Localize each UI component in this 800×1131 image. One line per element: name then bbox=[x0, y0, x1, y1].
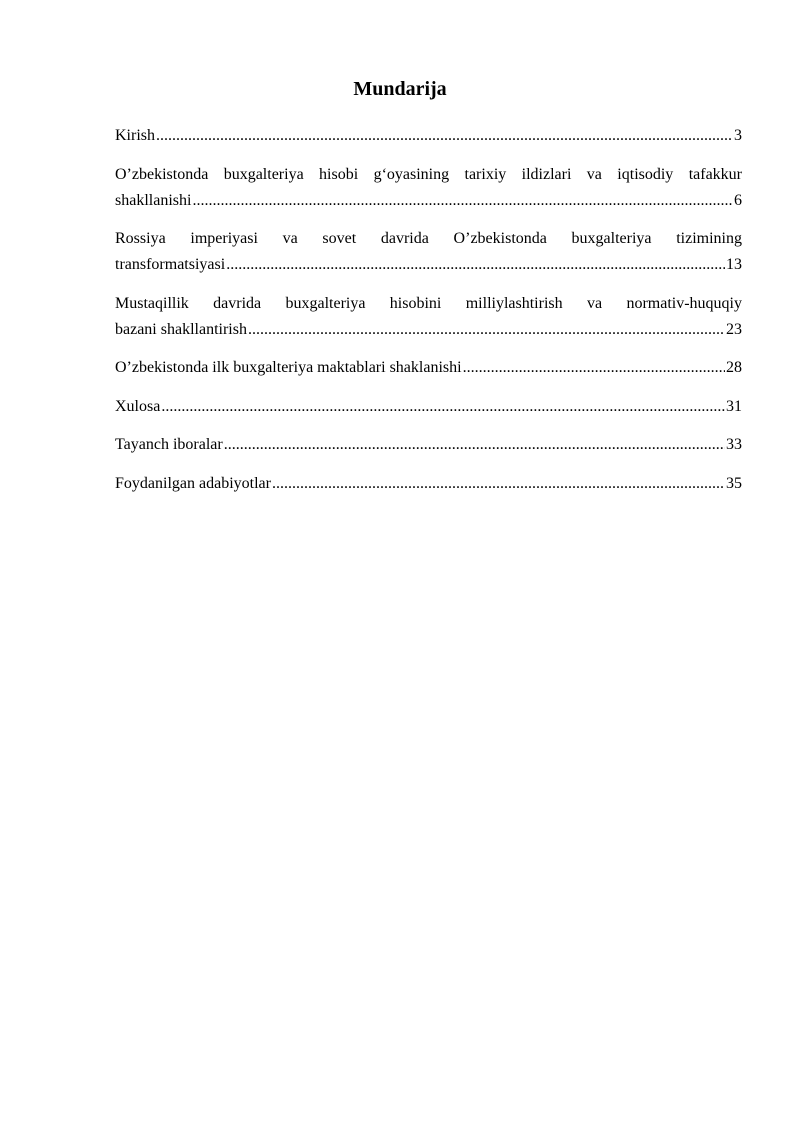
toc-entry-adabiyotlar[interactable] bbox=[115, 471, 742, 497]
toc-line bbox=[115, 123, 742, 149]
toc-entry-mustaqillik[interactable] bbox=[115, 291, 742, 343]
toc-line bbox=[115, 471, 742, 497]
page-title: Mundarija bbox=[353, 78, 447, 100]
toc-entry-title: Tayanch iboralar bbox=[115, 436, 223, 453]
dot-leader bbox=[272, 471, 725, 497]
toc-entry-transformatsiya[interactable] bbox=[115, 226, 742, 278]
toc-page-number: 33 bbox=[726, 436, 742, 453]
toc-entry-title: Kirish bbox=[115, 127, 155, 144]
dot-leader bbox=[224, 432, 725, 458]
toc-entry-title: O’zbekistonda ilk buxgalteriya maktablari shaklanishi bbox=[115, 359, 462, 376]
toc-page-number: 6 bbox=[734, 191, 742, 209]
toc-page-number: 3 bbox=[734, 127, 742, 144]
dot-leader bbox=[248, 317, 725, 343]
toc-entry-title: transformatsiyasi bbox=[115, 256, 226, 273]
toc-line bbox=[115, 188, 742, 214]
toc-page-number: 13 bbox=[726, 256, 742, 273]
toc-line bbox=[115, 432, 742, 458]
toc-entry-title-line1: Mustaqillik davrida buxgalteriya hisobini milliylashtirish va normativ-huquqiy bbox=[115, 294, 742, 312]
toc-entry-maktablar[interactable] bbox=[115, 355, 742, 381]
toc-line bbox=[115, 355, 742, 381]
toc-page-number: 31 bbox=[726, 397, 742, 415]
dot-leader bbox=[192, 188, 733, 214]
toc-entry-tarixiy-ildizlar[interactable] bbox=[115, 162, 742, 214]
toc-entry-tayanch-iboralar[interactable] bbox=[115, 432, 742, 458]
toc-page-number: 28 bbox=[726, 359, 742, 376]
toc-entry-title: Foydanilgan adabiyotlar bbox=[115, 474, 271, 492]
toc-line bbox=[115, 252, 742, 278]
toc-page-number: 23 bbox=[726, 320, 742, 338]
toc-entry-xulosa[interactable] bbox=[115, 394, 742, 420]
dot-leader bbox=[156, 123, 733, 149]
toc-entry-title-line1: O’zbekistonda buxgalteriya hisobi g‘oyasining tarixiy ildizlari va iqtisodiy tafakkur bbox=[115, 165, 742, 183]
toc-entry-title: Xulosa bbox=[115, 397, 161, 415]
toc-entry-title: bazani shakllantirish bbox=[115, 320, 247, 338]
dot-leader bbox=[226, 252, 725, 278]
dot-leader bbox=[463, 355, 725, 381]
dot-leader bbox=[161, 394, 725, 420]
toc-entry-kirish[interactable] bbox=[115, 123, 742, 149]
table-of-contents bbox=[115, 123, 742, 509]
toc-page-number: 35 bbox=[726, 474, 742, 492]
toc-entry-title: shakllanishi bbox=[115, 191, 192, 209]
toc-entry-title-line1: Rossiya imperiyasi va sovet davrida O’zbekistonda buxgalteriya tizimining bbox=[115, 230, 742, 247]
toc-line bbox=[115, 317, 742, 343]
toc-line bbox=[115, 394, 742, 420]
